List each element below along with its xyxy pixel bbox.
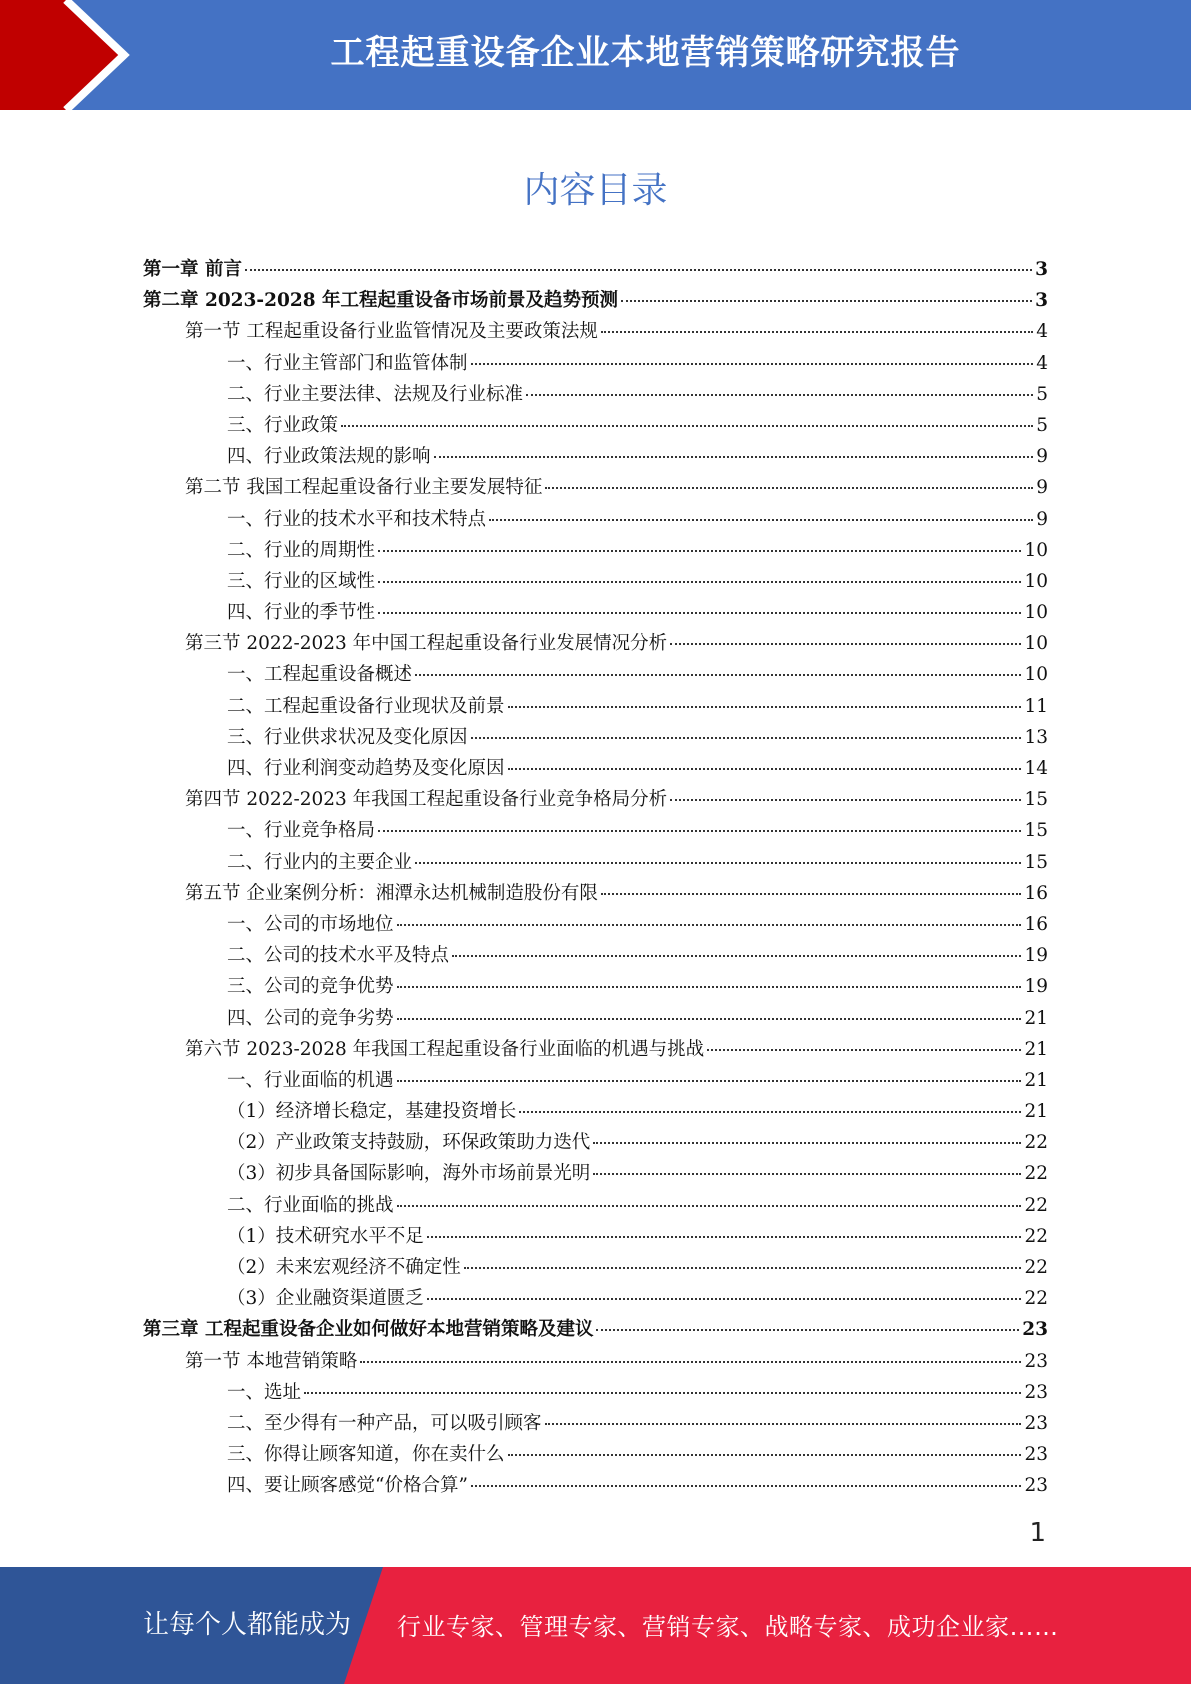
toc-leader-dots <box>519 1111 1021 1113</box>
toc-leader-dots <box>397 986 1022 988</box>
toc-entry[interactable] <box>143 1159 1048 1190</box>
toc-entry[interactable] <box>143 411 1048 442</box>
toc-entry-label: 二、公司的技术水平及特点 <box>227 945 450 967</box>
toc-leader-dots <box>341 425 1033 427</box>
toc-entry[interactable] <box>143 286 1048 317</box>
toc-entry-page: 4 <box>1036 352 1048 374</box>
toc-entry[interactable] <box>143 598 1048 629</box>
toc-leader-dots <box>596 1329 1019 1331</box>
toc-entry-label: 一、公司的市场地位 <box>227 913 394 935</box>
toc-entry-page: 4 <box>1036 321 1048 343</box>
toc-entry-label: 第六节 2023-2028 年我国工程起重设备行业面临的机遇与挑战 <box>185 1038 705 1060</box>
toc-entry-page: 3 <box>1035 290 1048 312</box>
toc-entry[interactable] <box>143 1378 1048 1409</box>
toc-entry[interactable] <box>143 1128 1048 1159</box>
toc-entry-page: 22 <box>1024 1288 1048 1310</box>
toc-entry[interactable] <box>143 1284 1048 1315</box>
toc-leader-dots <box>601 893 1022 895</box>
toc-entry-page: 15 <box>1024 820 1048 842</box>
toc-entry-page: 19 <box>1024 945 1048 967</box>
toc-leader-dots <box>245 269 1032 271</box>
toc-entry-label: 二、至少得有一种产品，可以吸引顾客 <box>227 1412 542 1434</box>
toc-entry[interactable] <box>143 723 1048 754</box>
toc-leader-dots <box>397 924 1022 926</box>
toc-entry-label: （1）技术研究水平不足 <box>227 1225 424 1247</box>
report-title: 工程起重设备企业本地营销策略研究报告 <box>330 33 961 73</box>
toc-leader-dots <box>601 331 1033 333</box>
toc-leader-dots <box>464 1267 1022 1269</box>
toc-entry-page: 10 <box>1024 570 1048 592</box>
toc-entry-page: 16 <box>1024 913 1048 935</box>
toc-entry-label: 二、行业内的主要企业 <box>227 851 413 873</box>
toc-entry-label: （2）未来宏观经济不确定性 <box>227 1257 461 1278</box>
toc-leader-dots <box>415 674 1021 676</box>
toc-entry[interactable] <box>143 349 1048 380</box>
toc-leader-dots <box>593 1173 1021 1175</box>
toc-entry[interactable] <box>143 1440 1048 1471</box>
toc-entry-label: 一、选址 <box>227 1381 302 1403</box>
toc-entry-page: 11 <box>1024 695 1048 717</box>
toc-entry[interactable] <box>143 879 1048 910</box>
toc-entry-page: 22 <box>1024 1225 1048 1247</box>
toc-leader-dots <box>378 550 1021 552</box>
toc-entry[interactable] <box>143 1035 1048 1066</box>
toc-entry-page: 21 <box>1024 1101 1048 1123</box>
toc-leader-dots <box>508 706 1022 708</box>
toc-entry[interactable] <box>143 1409 1048 1440</box>
toc-entry-page: 23 <box>1024 1475 1048 1497</box>
toc-entry-label: 四、行业的季节性 <box>227 602 376 624</box>
toc-leader-dots <box>508 768 1022 770</box>
toc-leader-dots <box>397 1080 1022 1082</box>
toc-entry-label: 四、行业政策法规的影响 <box>227 446 431 468</box>
toc-entry-page: 9 <box>1036 508 1048 530</box>
toc-entry-label: 四、公司的竞争劣势 <box>227 1007 394 1029</box>
toc-entry-label: 三、行业供求状况及变化原因 <box>227 726 468 748</box>
toc-entry[interactable] <box>143 380 1048 411</box>
toc-entry-page: 15 <box>1024 851 1048 873</box>
toc-leader-dots <box>427 1236 1022 1238</box>
toc-entry-page: 22 <box>1024 1194 1048 1216</box>
toc-entry-label: （3）初步具备国际影响，海外市场前景光明 <box>227 1163 591 1185</box>
toc-entry[interactable] <box>143 536 1048 567</box>
toc-entry-page: 10 <box>1024 602 1048 624</box>
toc-leader-dots <box>593 1142 1021 1144</box>
toc-entry-label: 四、要让顾客感觉“价格合算” <box>227 1475 468 1497</box>
toc-entry-label: 四、行业利润变动趋势及变化原因 <box>227 758 505 779</box>
toc-entry[interactable] <box>143 1097 1048 1128</box>
toc-entry[interactable] <box>143 505 1048 536</box>
toc-entry-page: 22 <box>1024 1257 1048 1278</box>
toc-entry[interactable] <box>143 473 1048 504</box>
toc-entry-label: 第一节 工程起重设备行业监管情况及主要政策法规 <box>185 321 598 343</box>
toc-entry[interactable] <box>143 567 1048 598</box>
toc-entry-label: 第五节 企业案例分析：湘潭永达机械制造股份有限 <box>185 882 598 904</box>
toc-entry-label: 二、行业的周期性 <box>227 539 376 561</box>
toc-entry[interactable] <box>143 442 1048 473</box>
toc-leader-dots <box>378 581 1021 583</box>
toc-entry-label: 第四节 2022-2023 年我国工程起重设备行业竞争格局分析 <box>185 789 668 811</box>
toc-leader-dots <box>360 1361 1021 1363</box>
toc-entry[interactable] <box>143 629 1048 660</box>
toc-entry-label: 第二节 我国工程起重设备行业主要发展特征 <box>185 477 543 499</box>
toc-entry-label: 一、行业竞争格局 <box>227 820 376 842</box>
toc-entry-label: 第三章 工程起重设备企业如何做好本地营销策略及建议 <box>143 1319 594 1341</box>
toc-entry-label: 二、行业主要法律、法规及行业标准 <box>227 383 524 405</box>
toc-leader-dots <box>397 1018 1022 1020</box>
toc-entry-label: 一、行业主管部门和监管体制 <box>227 352 468 374</box>
toc-entry[interactable] <box>143 1222 1048 1253</box>
toc-entry[interactable] <box>143 255 1048 286</box>
toc-entry-label: 三、行业政策 <box>227 414 339 436</box>
toc-entry-label: （3）企业融资渠道匮乏 <box>227 1288 424 1310</box>
toc-entry-label: 一、行业面临的机遇 <box>227 1069 394 1091</box>
toc-entry-page: 23 <box>1024 1444 1048 1466</box>
toc-entry[interactable] <box>143 816 1048 847</box>
toc-entry-page: 5 <box>1036 383 1048 405</box>
toc-entry-page: 10 <box>1024 633 1048 655</box>
toc-entry-page: 16 <box>1024 882 1048 904</box>
toc-entry-label: 三、你得让顾客知道，你在卖什么 <box>227 1444 505 1466</box>
toc-leader-dots <box>452 955 1021 957</box>
toc-leader-dots <box>471 737 1022 739</box>
toc-entry-page: 23 <box>1024 1381 1048 1403</box>
footer-slogan: 让每个人都能成为 <box>143 1610 352 1640</box>
toc-entry-page: 22 <box>1024 1132 1048 1154</box>
toc-entry[interactable] <box>143 1004 1048 1035</box>
toc-entry[interactable] <box>143 1066 1048 1097</box>
toc-leader-dots <box>471 1485 1022 1487</box>
toc-entry-page: 9 <box>1036 446 1048 468</box>
toc-entry-page: 10 <box>1024 539 1048 561</box>
toc-leader-dots <box>471 363 1034 365</box>
toc-entry-label: （1）经济增长稳定，基建投资增长 <box>227 1101 517 1123</box>
toc-entry[interactable] <box>143 1253 1048 1284</box>
toc-leader-dots <box>670 643 1021 645</box>
report-header <box>0 0 1191 110</box>
toc-entry-label: 三、公司的竞争优势 <box>227 976 394 998</box>
toc-entry[interactable] <box>143 785 1048 816</box>
toc-leader-dots <box>378 612 1021 614</box>
toc-leader-dots <box>434 456 1034 458</box>
toc-leader-dots <box>670 799 1021 801</box>
toc-entry[interactable] <box>143 317 1048 348</box>
toc-entry-page: 15 <box>1024 789 1048 811</box>
toc-entry-page: 23 <box>1024 1412 1048 1434</box>
toc-leader-dots <box>526 394 1033 396</box>
toc-leader-dots <box>508 1454 1022 1456</box>
toc-entry[interactable] <box>143 1347 1048 1378</box>
toc-entry-page: 14 <box>1024 758 1048 779</box>
toc-entry-label: 二、工程起重设备行业现状及前景 <box>227 695 505 717</box>
toc-entry-label: 一、行业的技术水平和技术特点 <box>227 508 487 530</box>
toc-entry-page: 21 <box>1024 1007 1048 1029</box>
toc-leader-dots <box>427 1298 1022 1300</box>
toc-leader-dots <box>545 487 1033 489</box>
toc-entry[interactable] <box>143 972 1048 1003</box>
toc-entry-label: 第一章 前言 <box>143 259 242 280</box>
toc-entry-page: 9 <box>1036 477 1048 499</box>
toc-leader-dots <box>397 1205 1022 1207</box>
toc-entry-page: 21 <box>1024 1038 1048 1060</box>
toc-entry-page: 22 <box>1024 1163 1048 1185</box>
toc-leader-dots <box>378 830 1021 832</box>
toc-entry-label: 二、行业面临的挑战 <box>227 1194 394 1216</box>
toc-entry[interactable] <box>143 848 1048 879</box>
toc-leader-dots <box>415 862 1021 864</box>
table-of-contents <box>143 255 1048 1503</box>
toc-entry[interactable] <box>143 1315 1048 1346</box>
toc-entry-page: 19 <box>1024 976 1048 998</box>
toc-entry-label: 第二章 2023-2028 年工程起重设备市场前景及趋势预测 <box>143 290 619 312</box>
toc-entry[interactable] <box>143 910 1048 941</box>
toc-entry-label: 一、工程起重设备概述 <box>227 664 413 686</box>
toc-entry-label: （2）产业政策支持鼓励，环保政策助力迭代 <box>227 1132 591 1154</box>
toc-leader-dots <box>707 1049 1021 1051</box>
toc-leader-dots <box>304 1392 1021 1394</box>
toc-entry[interactable] <box>143 941 1048 972</box>
toc-entry[interactable] <box>143 692 1048 723</box>
toc-entry-page: 23 <box>1022 1319 1048 1341</box>
toc-entry[interactable] <box>143 754 1048 785</box>
toc-entry-page: 13 <box>1024 726 1048 748</box>
report-footer <box>0 1567 1191 1684</box>
toc-entry-page: 23 <box>1024 1350 1048 1372</box>
toc-entry-label: 第一节 本地营销策略 <box>185 1350 358 1372</box>
footer-expert-list: 行业专家、管理专家、营销专家、战略专家、成功企业家…… <box>397 1613 1059 1641</box>
toc-entry[interactable] <box>143 1191 1048 1222</box>
toc-entry-label: 第三节 2022-2023 年中国工程起重设备行业发展情况分析 <box>185 633 668 655</box>
toc-entry-page: 5 <box>1036 414 1048 436</box>
toc-entry[interactable] <box>143 1471 1048 1502</box>
toc-entry-label: 三、行业的区域性 <box>227 570 376 592</box>
toc-entry-page: 21 <box>1024 1069 1048 1091</box>
toc-leader-dots <box>489 519 1033 521</box>
page-number: 1 <box>1029 1518 1046 1548</box>
toc-entry[interactable] <box>143 660 1048 691</box>
toc-leader-dots <box>621 300 1032 302</box>
toc-entry-page: 10 <box>1024 664 1048 686</box>
toc-heading: 内容目录 <box>523 170 668 211</box>
toc-entry-page: 3 <box>1035 259 1048 280</box>
red-chevron-decoration <box>0 0 150 110</box>
toc-leader-dots <box>545 1423 1022 1425</box>
